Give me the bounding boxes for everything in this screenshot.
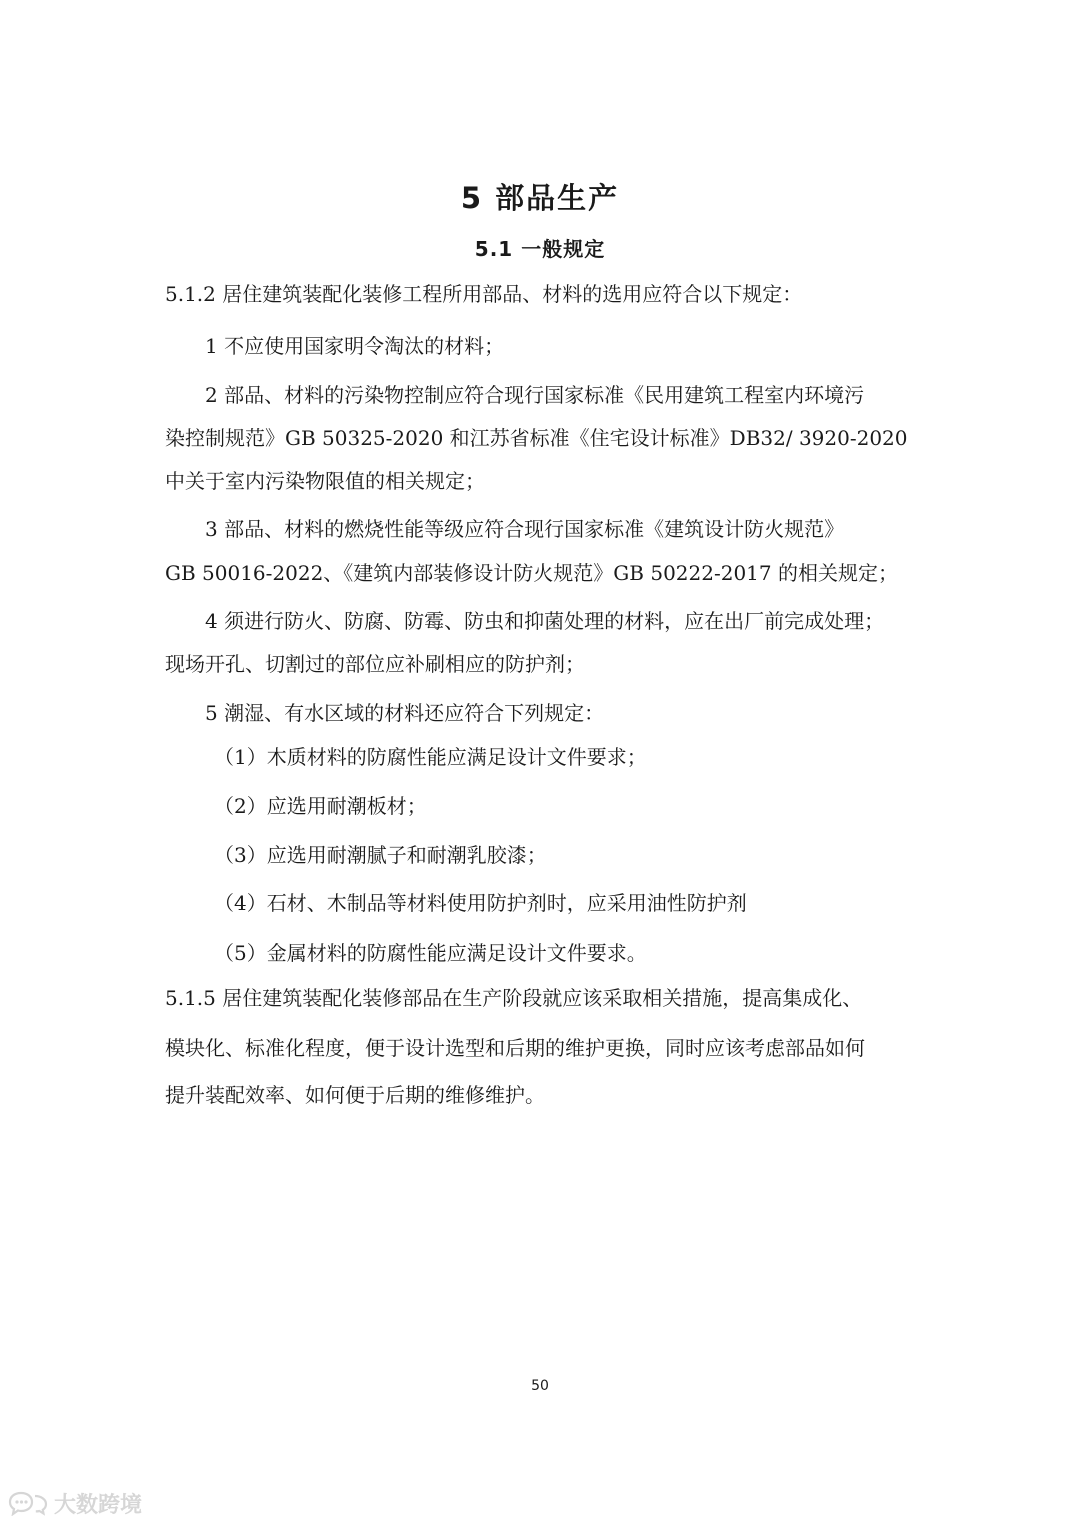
page-number: 50	[531, 1378, 549, 1394]
chapter-title: 5 部品生产	[460, 181, 620, 215]
sub-item-3: （3）应选用耐潮腻子和耐潮乳胶漆；	[214, 843, 547, 867]
clause-item-2-line-3: 中关于室内污染物限值的相关规定；	[165, 469, 485, 493]
clause-item-2-line-1: 2 部品、材料的污染物控制应符合现行国家标准《民用建筑工程室内环境污	[205, 383, 865, 407]
clause-item-1: 1 不应使用国家明令淘汰的材料；	[205, 334, 505, 358]
section-title: 5.1 一般规定	[474, 237, 606, 261]
sub-item-2: （2）应选用耐潮板材；	[214, 794, 427, 818]
clause-5-1-2: 5.1.2 居住建筑装配化装修工程所用部品、材料的选用应符合以下规定：	[165, 282, 803, 306]
sub-item-4: （4）石材、木制品等材料使用防护剂时，应采用油性防护剂	[214, 891, 747, 915]
clause-item-5: 5 潮湿、有水区域的材料还应符合下列规定：	[205, 701, 605, 725]
clause-5-1-5-line-3: 提升装配效率、如何便于后期的维修维护。	[165, 1083, 545, 1107]
chat-bubble-icon	[8, 1490, 48, 1516]
clause-5-1-5-line-1: 5.1.5 居住建筑装配化装修部品在生产阶段就应该采取相关措施，提高集成化、	[165, 986, 863, 1010]
clause-5-1-5-line-2: 模块化、标准化程度，便于设计选型和后期的维护更换，同时应该考虑部品如何	[165, 1036, 865, 1060]
clause-item-3-line-2: GB 50016-2022、《建筑内部装修设计防火规范》GB 50222-2017 的相关规定；	[165, 561, 898, 585]
clause-item-3-line-1: 3 部品、材料的燃烧性能等级应符合现行国家标准《建筑设计防火规范》	[205, 517, 845, 541]
watermark-text: 大数跨境	[54, 1492, 143, 1518]
clause-item-2-line-2: 染控制规范》GB 50325-2020 和江苏省标准《住宅设计标准》DB32/ 3920-2020	[165, 426, 908, 450]
clause-item-4-line-1: 4 须进行防火、防腐、防霉、防虫和抑菌处理的材料，应在出厂前完成处理；	[205, 609, 885, 633]
sub-item-5: （5）金属材料的防腐性能应满足设计文件要求。	[214, 941, 647, 965]
sub-item-1: （1）木质材料的防腐性能应满足设计文件要求；	[214, 745, 647, 769]
clause-item-4-line-2: 现场开孔、切割过的部位应补刷相应的防护剂；	[165, 652, 585, 676]
watermark	[8, 1488, 142, 1518]
